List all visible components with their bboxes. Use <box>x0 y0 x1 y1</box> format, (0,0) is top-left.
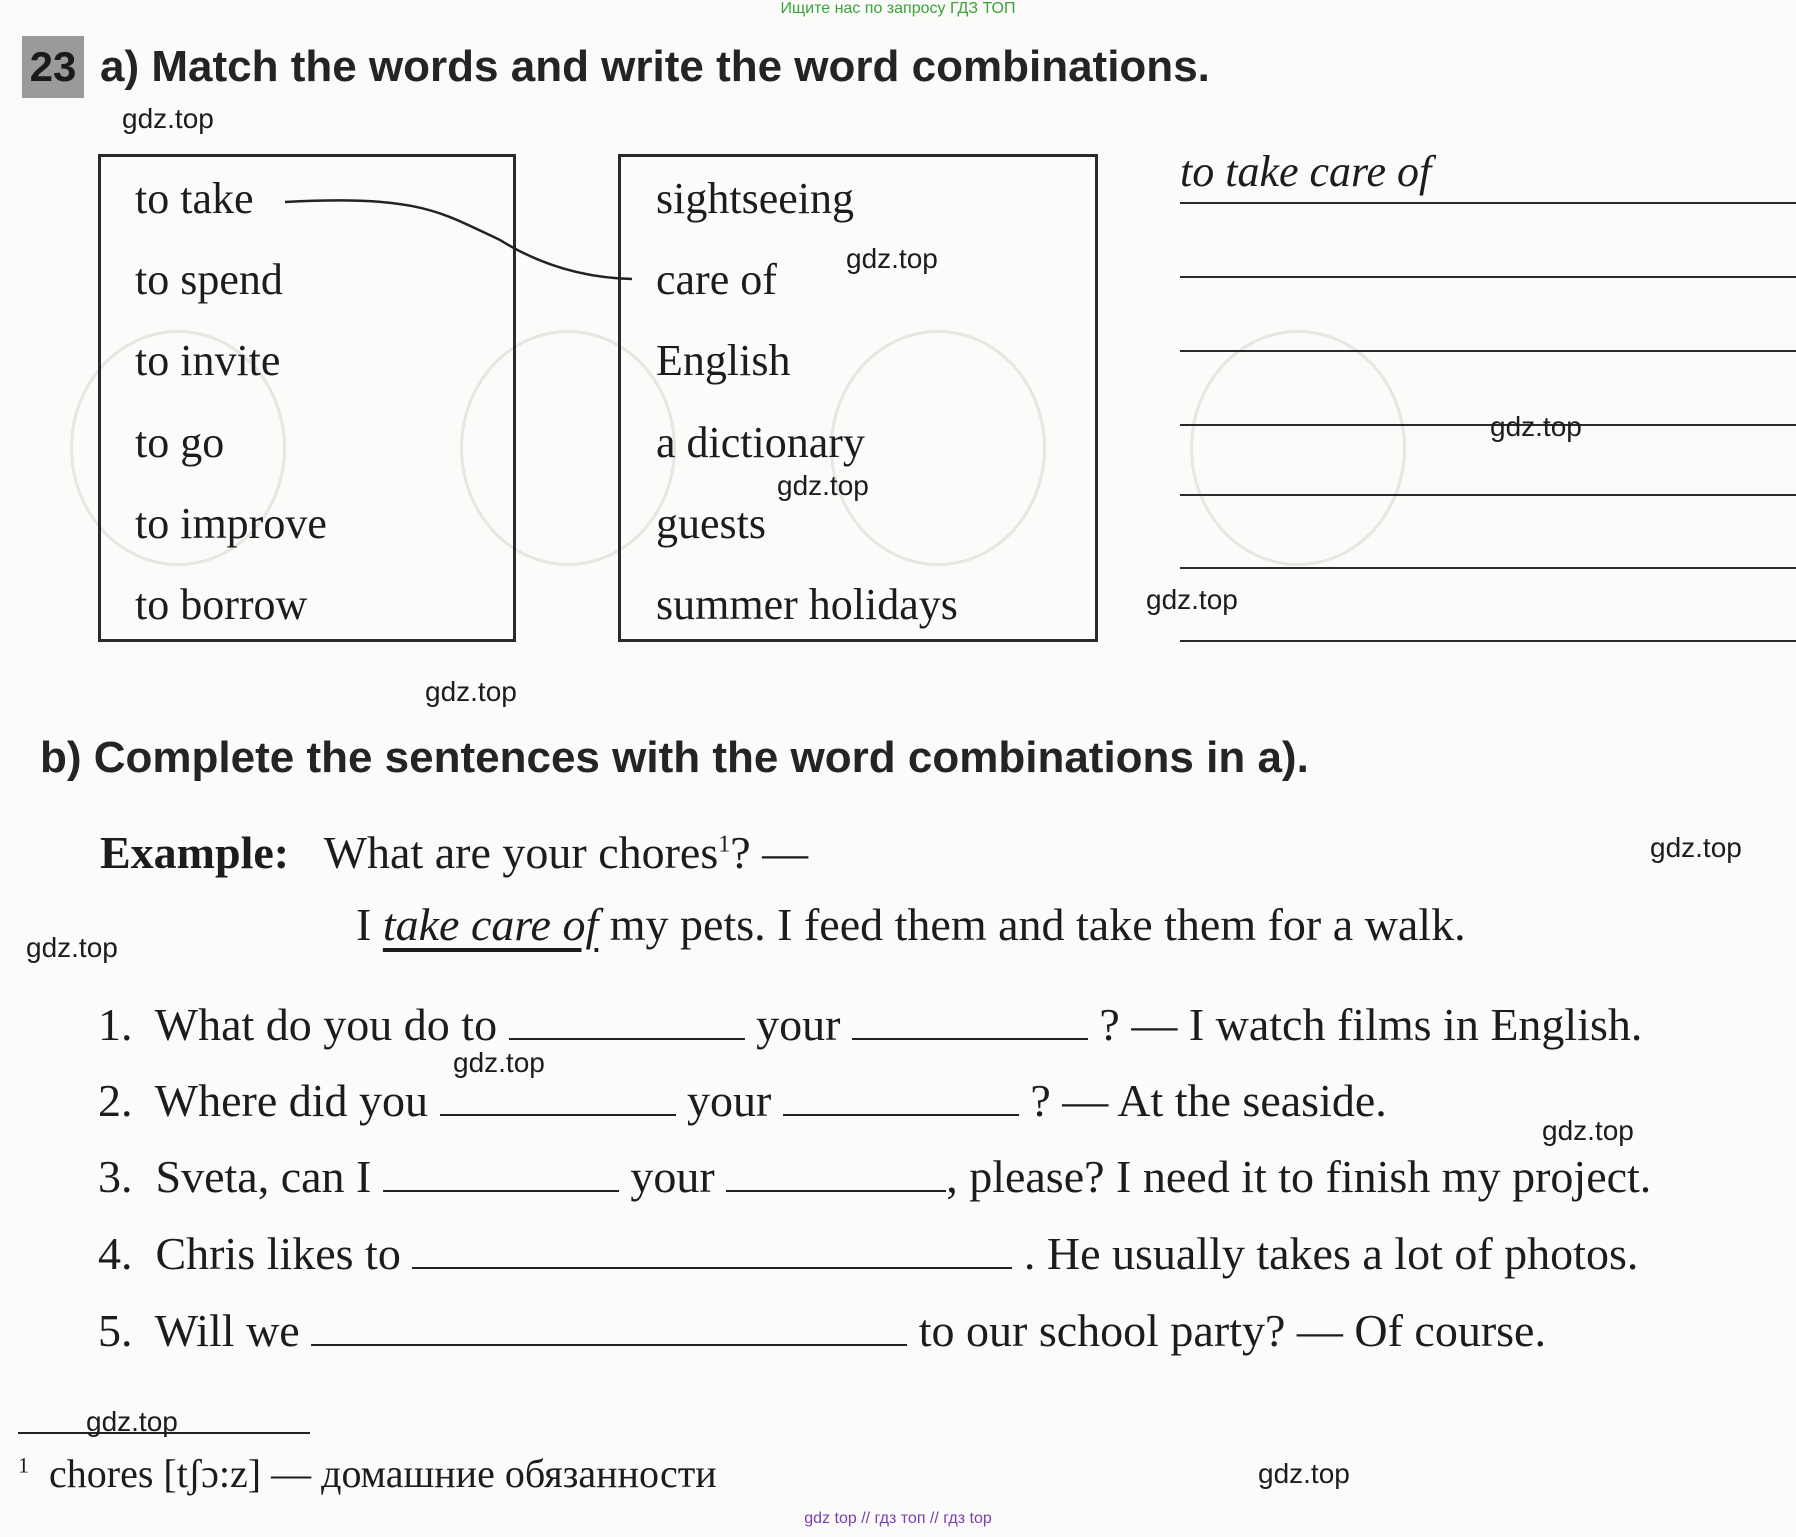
watermark: gdz.top <box>425 676 517 707</box>
top-banner: Ищите нас по запросу ГДЗ ТОП <box>780 0 1016 17</box>
watermark: gdz.top <box>1650 832 1742 863</box>
footnote-text: chores [tʃɔ:z] — домашние обязанности <box>49 1451 717 1496</box>
watermark: gdz.top <box>453 1047 545 1078</box>
answer-line[interactable] <box>1180 494 1796 496</box>
watermark: gdz.top <box>122 103 214 134</box>
part-a-heading: a) Match the words and write the word combinations. <box>100 42 1210 91</box>
sentence-text: Chris likes to <box>155 1228 401 1279</box>
watermark: gdz.top <box>86 1406 178 1437</box>
answer-line[interactable] <box>1180 567 1796 569</box>
example-question-text: What are your chores <box>323 827 719 878</box>
sentence-4 <box>98 1228 1639 1279</box>
sentence-number: 2. <box>98 1075 133 1126</box>
watermark: gdz.top <box>1258 1458 1350 1489</box>
sentence-text: , please? I need it to finish my project. <box>946 1151 1652 1202</box>
left-word: to spend <box>135 255 283 304</box>
right-word: care of <box>656 255 777 304</box>
sentence-number: 3. <box>98 1151 133 1202</box>
watermark: gdz.top <box>846 243 938 274</box>
match-connector-line <box>0 0 700 320</box>
blank-field[interactable] <box>852 1037 1088 1040</box>
blank-field[interactable] <box>726 1189 946 1192</box>
sentence-text: your <box>756 999 841 1050</box>
bottom-banner: gdz top // гдз топ // гдз top <box>804 1510 992 1527</box>
sentence-text: Sveta, can I <box>155 1151 372 1202</box>
sentence-text: your <box>687 1075 772 1126</box>
example-answer-post: my pets. I feed them and take them for a walk. <box>609 899 1466 950</box>
right-word: English <box>656 336 791 385</box>
exercise-number: 23 <box>22 36 84 98</box>
example-dash: ? — <box>730 827 809 878</box>
watermark: gdz.top <box>1146 584 1238 615</box>
sentence-text: Where did you <box>154 1075 429 1126</box>
example-label: Example: <box>100 827 290 878</box>
sentence-5 <box>98 1305 1546 1356</box>
sentence-3 <box>98 1151 1652 1202</box>
sentence-text: Will we <box>154 1305 300 1356</box>
blank-field[interactable] <box>509 1037 745 1040</box>
answer-line[interactable] <box>1180 350 1796 352</box>
example-answer <box>356 899 1466 950</box>
watermark: gdz.top <box>777 470 869 501</box>
answer-line[interactable] <box>1180 640 1796 642</box>
blank-field[interactable] <box>311 1343 907 1346</box>
left-word: to borrow <box>135 580 308 629</box>
sentence-1 <box>98 999 1643 1050</box>
blank-field[interactable] <box>383 1189 619 1192</box>
right-word: guests <box>656 499 766 548</box>
example-answer-pre: I <box>356 899 372 950</box>
sentence-text: . He usually takes a lot of photos. <box>1023 1228 1639 1279</box>
blank-field[interactable] <box>412 1266 1012 1269</box>
example-question <box>100 827 809 878</box>
footnote-marker: 1 <box>718 831 731 858</box>
left-word: to go <box>135 418 225 467</box>
right-word: summer holidays <box>656 580 958 629</box>
sentence-text: ? — At the seaside. <box>1030 1075 1387 1126</box>
footnote <box>18 1450 717 1497</box>
blank-field[interactable] <box>440 1113 676 1116</box>
sentence-text: your <box>630 1151 715 1202</box>
bleed-circle <box>1190 330 1406 566</box>
answer-text: to take care of <box>1180 147 1432 196</box>
example-answer-phrase: take care of <box>382 899 599 950</box>
sentence-number: 4. <box>98 1228 133 1279</box>
left-word: to improve <box>135 499 327 548</box>
watermark: gdz.top <box>1542 1115 1634 1146</box>
sentence-number: 1. <box>98 999 133 1050</box>
left-word: to invite <box>135 336 281 385</box>
sentence-number: 5. <box>98 1305 133 1356</box>
watermark: gdz.top <box>26 932 118 963</box>
part-b-heading: b) Complete the sentences with the word combinations in a). <box>40 733 1309 782</box>
right-word: a dictionary <box>656 418 865 467</box>
answer-line[interactable] <box>1180 202 1796 204</box>
left-word: to take <box>135 174 254 223</box>
right-word: sightseeing <box>656 174 854 223</box>
sentence-text: to our school party? — Of course. <box>918 1305 1546 1356</box>
answer-line[interactable] <box>1180 424 1796 426</box>
sentence-text: What do you do to <box>154 999 498 1050</box>
watermark: gdz.top <box>1490 411 1582 442</box>
sentence-2 <box>98 1075 1387 1126</box>
blank-field[interactable] <box>783 1113 1019 1116</box>
sentence-text: ? — I watch films in English. <box>1099 999 1643 1050</box>
answer-line[interactable] <box>1180 276 1796 278</box>
footnote-number: 1 <box>18 1452 29 1478</box>
